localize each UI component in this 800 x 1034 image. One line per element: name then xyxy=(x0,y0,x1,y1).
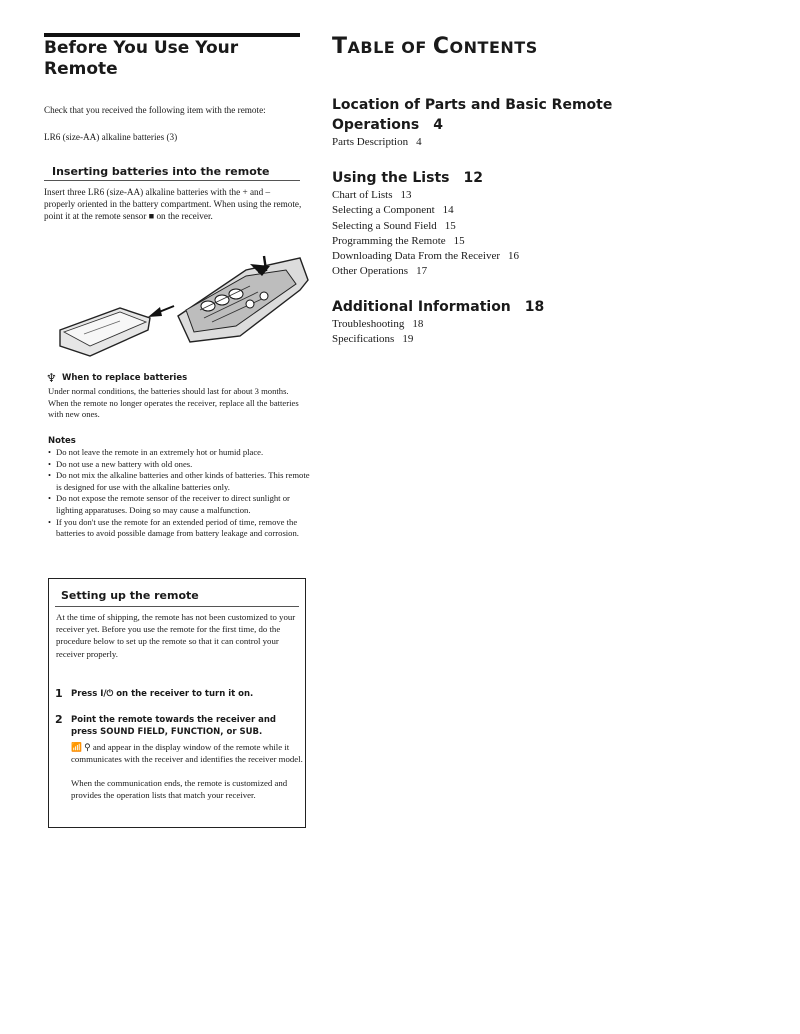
battery-item: LR6 (size-AA) alkaline batteries (3) xyxy=(44,132,178,142)
replace-body: Under normal conditions, the batteries should last for about 3 months. When the remote no longer operates the receiver, replace all the batteries with new ones. xyxy=(48,386,299,420)
note-item: • Do not mix the alkaline batteries and other kinds of batteries. This remote is designed for use with the alkaline batteries only. xyxy=(56,470,312,493)
toc-section-title[interactable]: Location of Parts and Basic Remote xyxy=(332,97,613,113)
step-text: Point the remote towards the receiver and press SOUND FIELD, FUNCTION, or SUB. xyxy=(71,715,276,737)
note-item: • Do not leave the remote in an extremely hot or humid place. xyxy=(56,447,312,459)
page-heading: Before You Use Your Remote xyxy=(44,38,239,79)
transmit-icon: 📶 xyxy=(71,742,82,752)
battery-illustration xyxy=(50,246,310,366)
step-2 xyxy=(55,713,301,823)
step2-body: and appear in the display window of the remote while it communicates with the receiver and identifies the receiver model. xyxy=(71,742,303,765)
note-item: • Do not use a new battery with old ones. xyxy=(56,459,312,471)
note-item: • If you don't use the remote for an extended period of time, remove the batteries to avoid possible damage from battery leakage and corrosion. xyxy=(56,517,312,540)
step-1 xyxy=(55,687,301,703)
step-text: Press I/⏻ on the receiver to turn it on. xyxy=(71,689,254,699)
setup-body: At the time of shipping, the remote has not been customized to your receiver yet. Before you use the remote for the first time, do the procedure below to set up the remote so that it can control your receiver properly. xyxy=(56,612,296,659)
step-body xyxy=(71,741,303,765)
battery-cover xyxy=(60,308,150,356)
notes-list xyxy=(48,447,312,540)
remote-body xyxy=(178,258,308,342)
slide-arrow-icon xyxy=(148,306,174,317)
top-rule xyxy=(44,33,300,37)
setup-heading: Setting up the remote xyxy=(61,589,199,602)
toc-item[interactable]: Programming the Remote 15 xyxy=(332,234,465,247)
toc-section-title-cont[interactable]: Operations xyxy=(332,117,420,133)
step-number: 2 xyxy=(55,713,63,726)
inserting-body: Insert three LR6 (size-AA) alkaline batteries with the + and – properly oriented in the battery compartment. When using the remote, point it at the remote sensor ■ on the receiver. xyxy=(44,187,302,222)
toc-section-title[interactable]: Additional Information xyxy=(332,299,511,315)
toc-item[interactable]: Chart of Lists 13 xyxy=(332,189,412,201)
toc-item[interactable]: Parts Description 4 xyxy=(332,136,422,148)
lightbulb-icon: ♆ xyxy=(46,371,57,385)
toc-section xyxy=(332,297,772,348)
toc-item[interactable]: Troubleshooting 18 xyxy=(332,318,424,330)
toc-section xyxy=(332,95,772,150)
section-rule xyxy=(44,180,300,181)
toc-section-page: 18 xyxy=(524,299,545,315)
note-item: • Do not expose the remote sensor of the receiver to direct sunlight or lighting apparatuses. Doing so may cause a malfunction. xyxy=(56,493,312,516)
toc-item[interactable]: Specifications 19 xyxy=(332,333,414,346)
step2-body2: When the communication ends, the remote is customized and provides the operation lists that match your receiver. xyxy=(71,778,288,801)
toc-item[interactable]: Other Operations 17 xyxy=(332,265,428,278)
toc-item[interactable]: Selecting a Component 14 xyxy=(332,204,454,217)
setup-rule xyxy=(55,606,299,607)
step-number: 1 xyxy=(55,687,63,700)
toc-section xyxy=(332,168,772,280)
toc-section-page: 4 xyxy=(433,117,443,133)
replace-heading: When to replace batteries xyxy=(62,373,188,383)
toc-section-title[interactable]: Using the Lists xyxy=(332,170,450,186)
inserting-heading: Inserting batteries into the remote xyxy=(52,165,270,178)
intro-text: Check that you received the following item with the remote: xyxy=(44,105,266,115)
notes-heading: Notes xyxy=(48,436,76,446)
toc-item[interactable]: Downloading Data From the Receiver 16 xyxy=(332,250,520,263)
toc-section-page: 12 xyxy=(463,170,483,186)
toc-item[interactable]: Selecting a Sound Field 15 xyxy=(332,219,456,232)
remote-icon: ⚲ xyxy=(84,742,91,752)
toc-title: TABLE OF CONTENTS xyxy=(332,34,538,59)
setup-box xyxy=(48,578,306,828)
